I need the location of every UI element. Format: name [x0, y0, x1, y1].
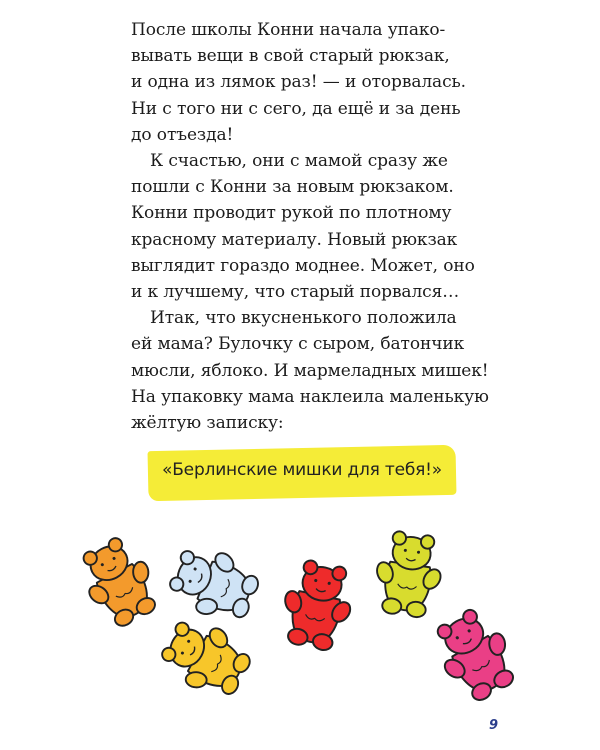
- text-line: Ни с того ни с сего, да ещё и за день: [131, 98, 461, 119]
- text-line: до отъезда!: [131, 124, 234, 145]
- orange-gummy-bear: [69, 529, 170, 635]
- page-number: 9: [488, 718, 498, 733]
- text-line: К счастью, они с мамой сразу же: [150, 151, 448, 172]
- text-line: Итак, что вкусненького положила: [150, 308, 457, 329]
- red-gummy-bear: [273, 556, 361, 654]
- text-line: жёлтую записку:: [131, 413, 284, 434]
- text-line: ей мама? Булочку с сыром, батончик: [131, 334, 465, 355]
- text-line: выглядит гораздо моднее. Может, оно: [131, 255, 475, 276]
- text-line: и к лучшему, что старый порвался…: [131, 282, 460, 303]
- green-gummy-bear: [368, 529, 449, 621]
- pink-gummy-bear: [423, 600, 528, 710]
- text-line: вывать вещи в свой старый рюкзак,: [131, 46, 450, 67]
- note-text: «Берлинские мишки для тебя!»: [162, 460, 442, 480]
- text-line: пошли с Конни за новым рюкзаком.: [131, 177, 454, 198]
- text-line: После школы Конни начала упако-: [131, 20, 446, 40]
- text-line: мюсли, яблоко. И мармеладных мишек!: [131, 360, 489, 381]
- text-line: Конни проводит рукой по плотному: [131, 203, 452, 224]
- text-line: и одна из лямок раз! — и оторвалась.: [131, 72, 466, 93]
- yellow-gummy-bear: [153, 608, 259, 709]
- text-line: На упаковку мама наклеила маленькую: [131, 386, 489, 407]
- text-line: красному материалу. Новый рюкзак: [131, 229, 458, 250]
- white-gummy-bear: [163, 536, 266, 632]
